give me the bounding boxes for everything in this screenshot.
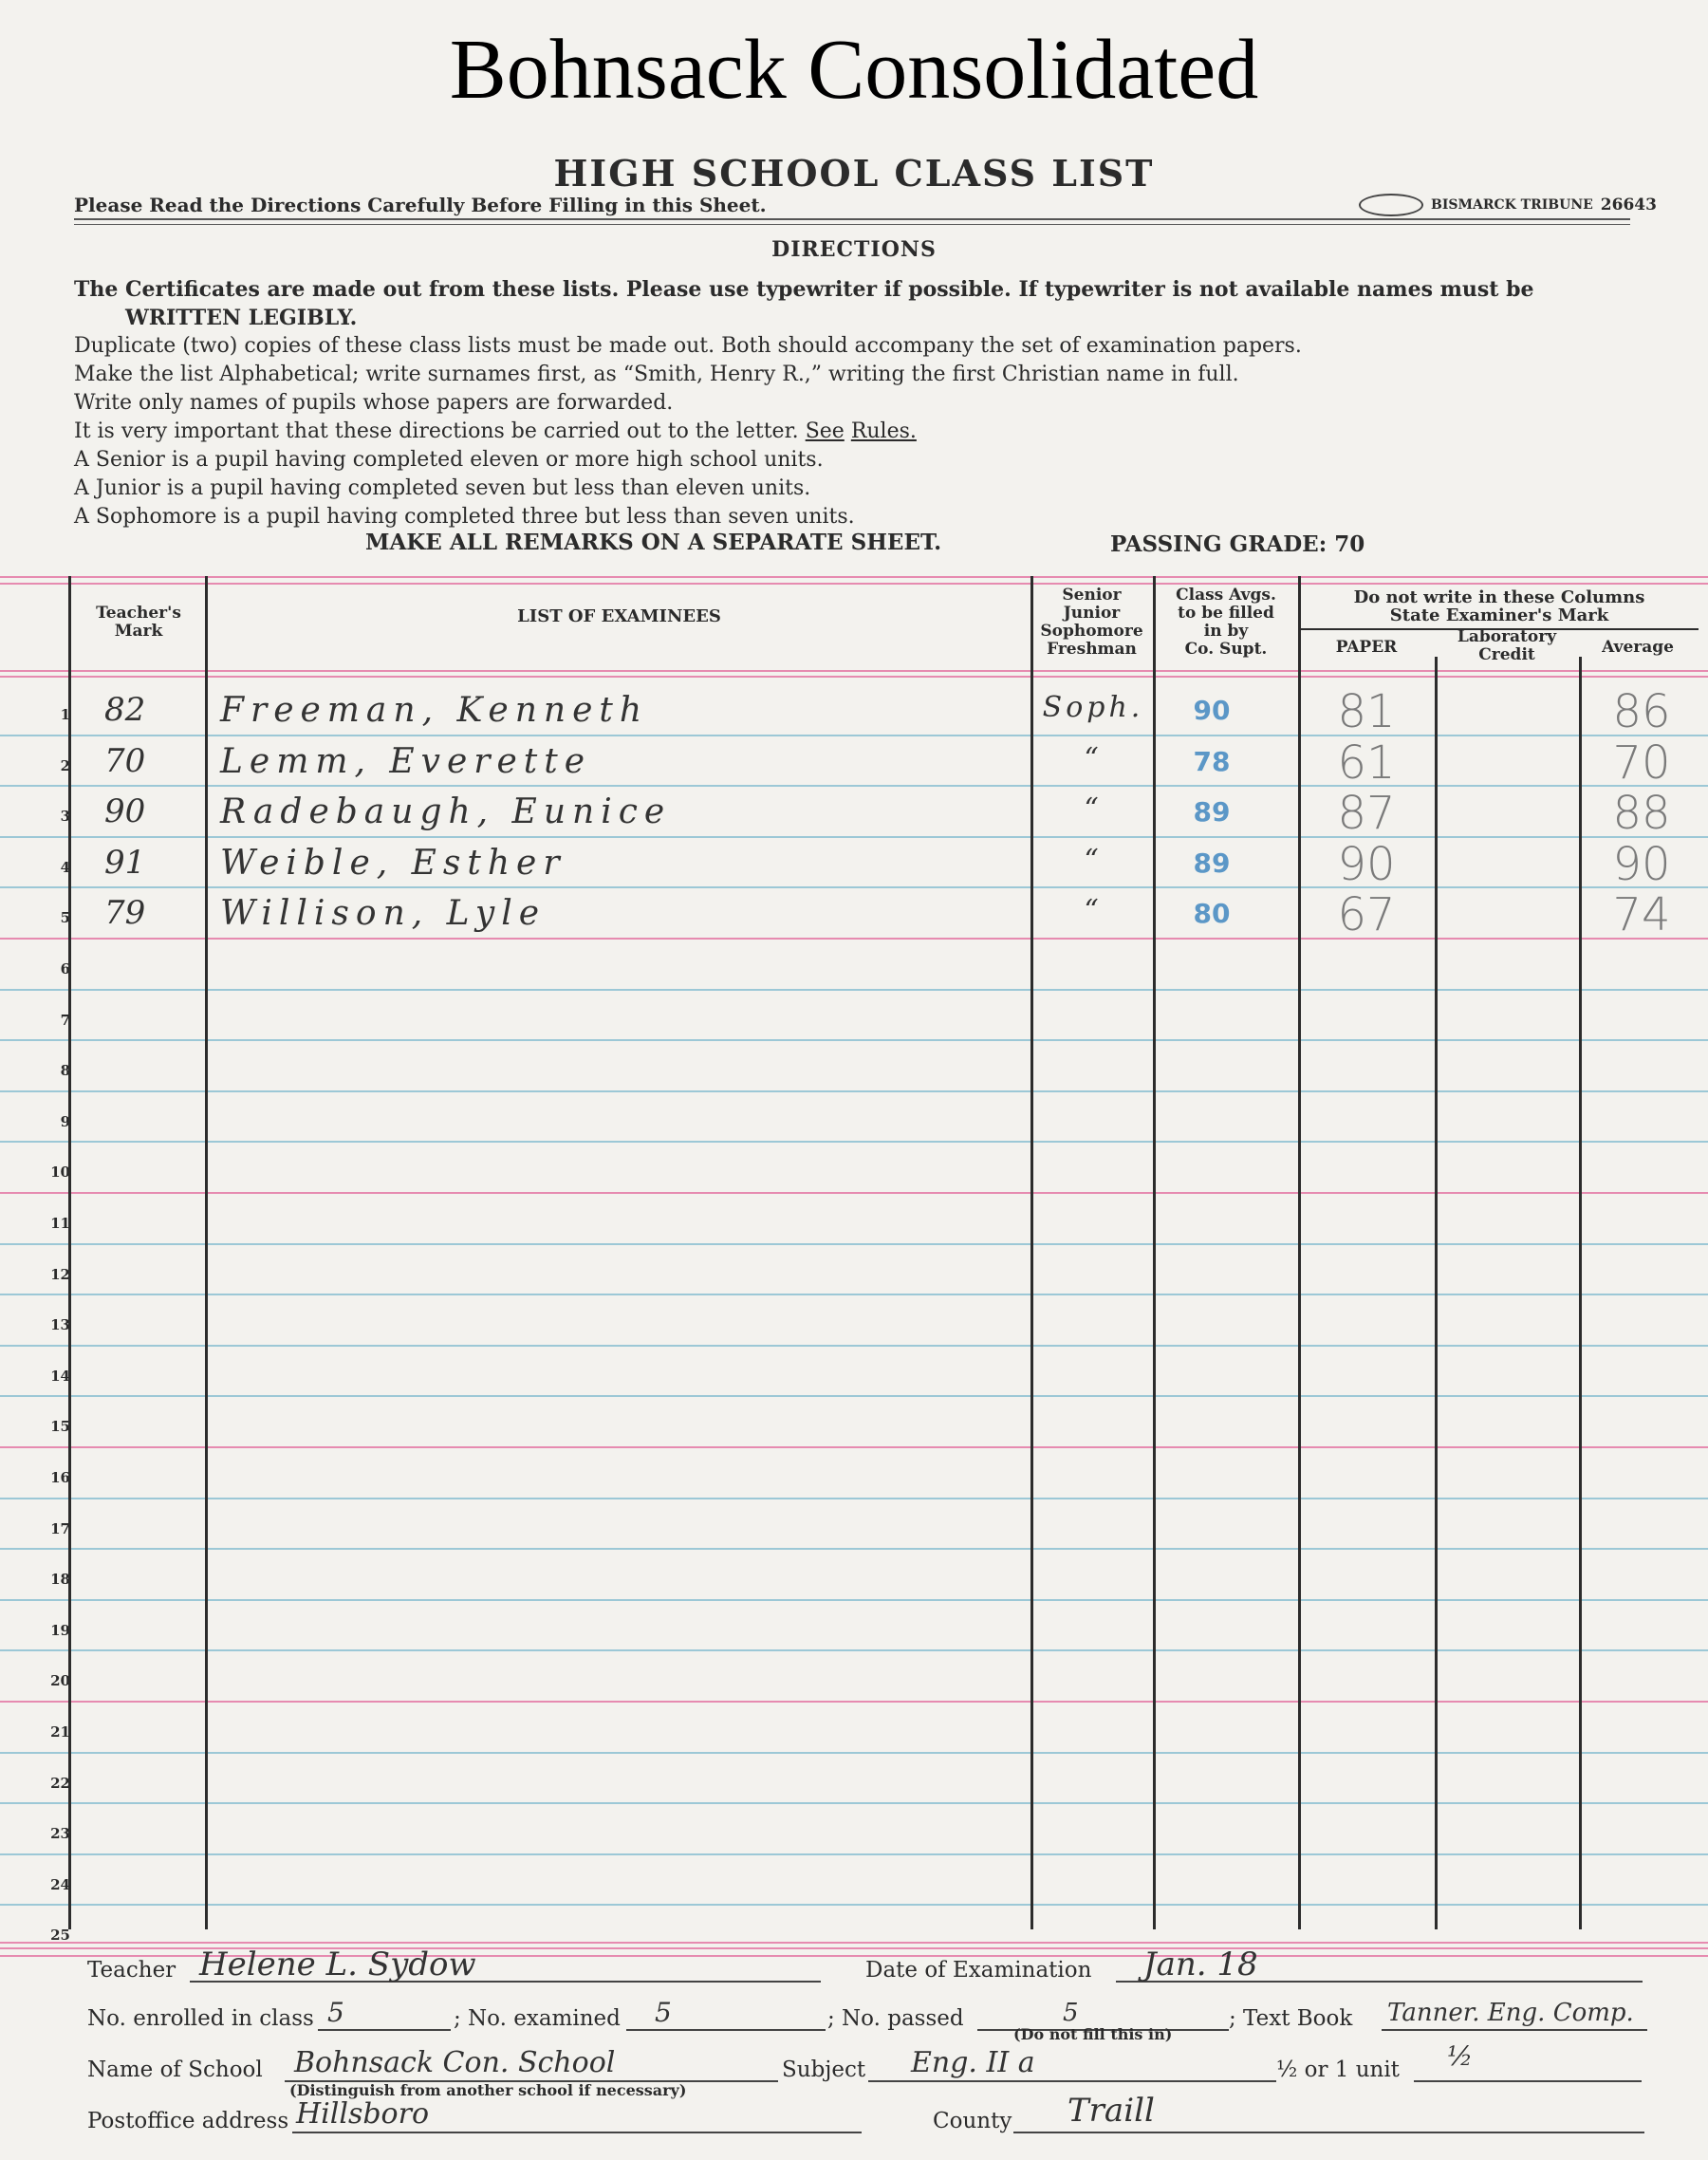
col-label: Laboratory: [1457, 627, 1557, 646]
ruled-line: [0, 670, 1708, 672]
ruled-line: [0, 1294, 1708, 1295]
row-number: 11: [50, 1215, 70, 1232]
ruled-line: [0, 1395, 1708, 1397]
ruled-line: [0, 1498, 1708, 1499]
row-number: 3: [60, 808, 70, 825]
ruled-line: [0, 1446, 1708, 1448]
printer-name: BISMARCK TRIBUNE: [1431, 197, 1593, 213]
row-number: 13: [50, 1316, 70, 1333]
row-number: 24: [50, 1876, 70, 1893]
class-level: “: [1084, 742, 1103, 775]
class-level: “: [1084, 894, 1103, 927]
textbook-label: ; Text Book: [1229, 2006, 1353, 2031]
col-class-avgs: [1155, 587, 1297, 659]
paper-mark: 61: [1337, 736, 1396, 790]
row-number: 14: [50, 1368, 70, 1385]
date-value: Jan. 18: [1143, 1946, 1258, 1983]
col-label: to be filled: [1178, 604, 1274, 623]
col-label: State Examiner's Mark: [1389, 605, 1609, 625]
row-number: 7: [60, 1012, 70, 1029]
average-mark: 86: [1612, 685, 1671, 738]
class-level: “: [1084, 792, 1103, 826]
col-label: Junior: [1063, 604, 1121, 623]
ruled-line: [0, 886, 1708, 888]
ruled-line: [0, 1548, 1708, 1550]
ruled-line: [0, 676, 1708, 678]
row-number: 9: [60, 1113, 70, 1130]
unit-value: ½: [1447, 2040, 1474, 2072]
enrolled-line: [318, 2029, 451, 2031]
row-number: 22: [50, 1775, 70, 1792]
examinee-name: Radebaugh, Eunice: [220, 792, 672, 831]
direction-line: Write only names of pupils whose papers are forwarded.: [74, 391, 674, 415]
paper-mark: 87: [1337, 787, 1396, 840]
ruled-line: [0, 1192, 1708, 1194]
row-number: 16: [50, 1469, 70, 1486]
col-label: Class Avgs.: [1176, 586, 1276, 605]
row-number: 25: [50, 1927, 70, 1944]
passing-grade: PASSING GRADE: 70: [1110, 531, 1365, 557]
ruled-line: [0, 1090, 1708, 1092]
ruled-line: [0, 1243, 1708, 1245]
unit-line: [1414, 2080, 1642, 2082]
examined-value: 5: [655, 1997, 672, 2028]
col-paper: PAPER: [1335, 638, 1398, 657]
class-average: 90: [1193, 695, 1231, 726]
row-number: 5: [60, 909, 70, 926]
row-number: 15: [50, 1418, 70, 1435]
col-average: Average: [1602, 638, 1674, 657]
column-rule: [1153, 576, 1156, 1929]
union-label-icon: [1359, 194, 1423, 216]
paper-mark: 81: [1337, 685, 1396, 738]
row-number: 2: [60, 757, 70, 774]
school-header: Bohnsack Consolidated: [449, 23, 1259, 117]
row-number: 23: [50, 1825, 70, 1842]
direction-line: WRITTEN LEGIBLY.: [125, 306, 358, 330]
col-teachers-mark: [74, 605, 203, 641]
examinee-name: Willison, Lyle: [220, 894, 547, 933]
paper-mark: 67: [1337, 888, 1396, 941]
column-rule: [1030, 576, 1033, 1929]
col-class-level: [1032, 587, 1151, 659]
subject-line: [868, 2080, 1276, 2082]
examinee-name: Weible, Esther: [220, 844, 566, 883]
examinee-name: Lemm, Everette: [220, 742, 592, 781]
col-lab-credit: [1437, 628, 1577, 664]
examined-line: [626, 2029, 826, 2031]
teachers-mark: 70: [104, 742, 146, 780]
col-do-not-write: [1300, 588, 1699, 624]
class-average: 89: [1193, 847, 1231, 879]
row-number: 18: [50, 1571, 70, 1588]
header-rule-thin: [74, 224, 1630, 225]
ruled-line: [0, 1942, 1708, 1944]
ruled-line: [0, 576, 1708, 578]
ruled-line: [0, 583, 1708, 585]
row-number: 17: [50, 1520, 70, 1537]
ruled-line: [0, 938, 1708, 940]
passed-note: (Do not fill this in): [1013, 2025, 1173, 2043]
school-label: Name of School: [87, 2058, 263, 2082]
directions-heading: DIRECTIONS: [771, 237, 937, 262]
col-label: Mark: [114, 622, 163, 641]
average-mark: 74: [1612, 888, 1671, 941]
direction-line: Make the list Alphabetical; write surnames first, as “Smith, Henry R.,” writing the first Christian name in full.: [74, 363, 1239, 386]
row-number: 20: [50, 1672, 70, 1689]
teachers-mark: 82: [104, 691, 146, 729]
teachers-mark: 91: [104, 844, 146, 882]
class-level: Soph.: [1042, 691, 1144, 724]
remarks-note: MAKE ALL REMARKS ON A SEPARATE SHEET.: [365, 530, 942, 555]
col-label: Co. Supt.: [1184, 640, 1268, 659]
printer-imprint: [1359, 194, 1657, 216]
textbook-line: [1382, 2029, 1647, 2031]
ruled-line: [0, 785, 1708, 787]
ruled-line: [0, 1752, 1708, 1754]
ruled-line: [0, 1141, 1708, 1143]
direction-line: A Junior is a pupil having completed seven but less than eleven units.: [74, 476, 811, 500]
paper-mark: 90: [1337, 838, 1396, 891]
col-label: in by: [1203, 622, 1249, 641]
col-examinees: LIST OF EXAMINEES: [517, 606, 721, 626]
school-value: Bohnsack Con. School: [294, 2046, 616, 2079]
direction-line: [74, 418, 1640, 446]
row-number: 19: [50, 1622, 70, 1639]
ruled-line: [0, 1345, 1708, 1347]
class-average: 78: [1193, 746, 1231, 777]
teachers-mark: 90: [104, 792, 146, 830]
enrolled-value: 5: [327, 1997, 344, 2028]
teachers-mark: 79: [104, 894, 146, 932]
ruled-line: [0, 836, 1708, 838]
ruled-line: [0, 989, 1708, 991]
ruled-line: [0, 1039, 1708, 1041]
county-line: [1013, 2132, 1644, 2133]
examined-label: ; No. examined: [454, 2006, 621, 2031]
postoffice-line: [292, 2132, 862, 2133]
row-number: 1: [60, 706, 70, 723]
average-mark: 90: [1612, 838, 1671, 891]
col-label: Credit: [1478, 645, 1535, 664]
row-number: 8: [60, 1062, 70, 1079]
rules-link: Rules.: [850, 419, 917, 443]
examinee-name: Freeman, Kenneth: [220, 691, 649, 730]
col-label: Teacher's: [96, 604, 181, 623]
row-number: 21: [50, 1723, 70, 1741]
direction-line: A Senior is a pupil having completed eleven or more high school units.: [74, 448, 824, 472]
subject-label: Subject: [782, 2058, 866, 2082]
class-level: “: [1084, 844, 1103, 877]
see-link: See: [805, 419, 845, 443]
subject-value: Eng. II a: [911, 2046, 1035, 2079]
direction-line: The Certificates are made out from these lists. Please use typewriter if possible. If typewriter is not available names must be: [74, 277, 1534, 302]
average-mark: 70: [1612, 736, 1671, 790]
average-mark: 88: [1612, 787, 1671, 840]
class-average: 89: [1193, 796, 1231, 828]
postoffice-value: Hillsboro: [296, 2097, 430, 2131]
col-label: Senior: [1062, 586, 1122, 605]
directions-text: [74, 275, 1640, 531]
row-number: 6: [60, 960, 70, 978]
passed-value: 5: [1063, 1999, 1079, 2027]
col-label: Do not write in these Columns: [1353, 587, 1645, 607]
column-rule: [205, 576, 208, 1929]
county-value: Traill: [1068, 2092, 1155, 2130]
county-label: County: [933, 2109, 1012, 2133]
date-label: Date of Examination: [865, 1958, 1092, 1983]
form-title: HIGH SCHOOL CLASS LIST: [553, 152, 1155, 195]
row-number: 12: [50, 1266, 70, 1283]
column-rule: [1579, 657, 1582, 1929]
row-number: 10: [50, 1164, 70, 1181]
header-rule: [74, 218, 1630, 220]
col-label: Sophomore: [1040, 622, 1143, 641]
direction-line: A Sophomore is a pupil having completed three but less than seven units.: [74, 505, 855, 529]
direction-text: It is very important that these directions be carried out to the letter.: [74, 419, 799, 443]
column-rule: [1435, 657, 1438, 1929]
school-note: (Distinguish from another school if necessary): [289, 2081, 687, 2099]
ruled-line: [0, 1904, 1708, 1906]
postoffice-label: Postoffice address: [87, 2109, 289, 2133]
teacher-label: Teacher: [87, 1958, 176, 1983]
passed-label: ; No. passed: [827, 2006, 964, 2031]
row-number: 4: [60, 859, 70, 876]
ruled-line: [0, 1649, 1708, 1651]
ruled-line: [0, 1853, 1708, 1855]
ruled-line: [0, 1599, 1708, 1601]
enrolled-label: No. enrolled in class: [87, 2006, 314, 2031]
direction-line: Duplicate (two) copies of these class lists must be made out. Both should accompany the set of examination papers.: [74, 334, 1302, 358]
textbook-value: Tanner. Eng. Comp.: [1387, 1999, 1634, 2027]
column-rule: [1298, 576, 1301, 1929]
class-average: 80: [1193, 898, 1231, 929]
unit-label: ½ or 1 unit: [1276, 2058, 1400, 2082]
form-subline: Please Read the Directions Carefully Before Filling in this Sheet.: [74, 194, 767, 216]
printer-number: 26643: [1600, 196, 1657, 214]
ruled-line: [0, 735, 1708, 736]
ruled-line: [0, 1701, 1708, 1703]
col-label: Freshman: [1047, 640, 1137, 659]
teacher-value: Helene L. Sydow: [199, 1946, 476, 1983]
ruled-line: [0, 1802, 1708, 1804]
